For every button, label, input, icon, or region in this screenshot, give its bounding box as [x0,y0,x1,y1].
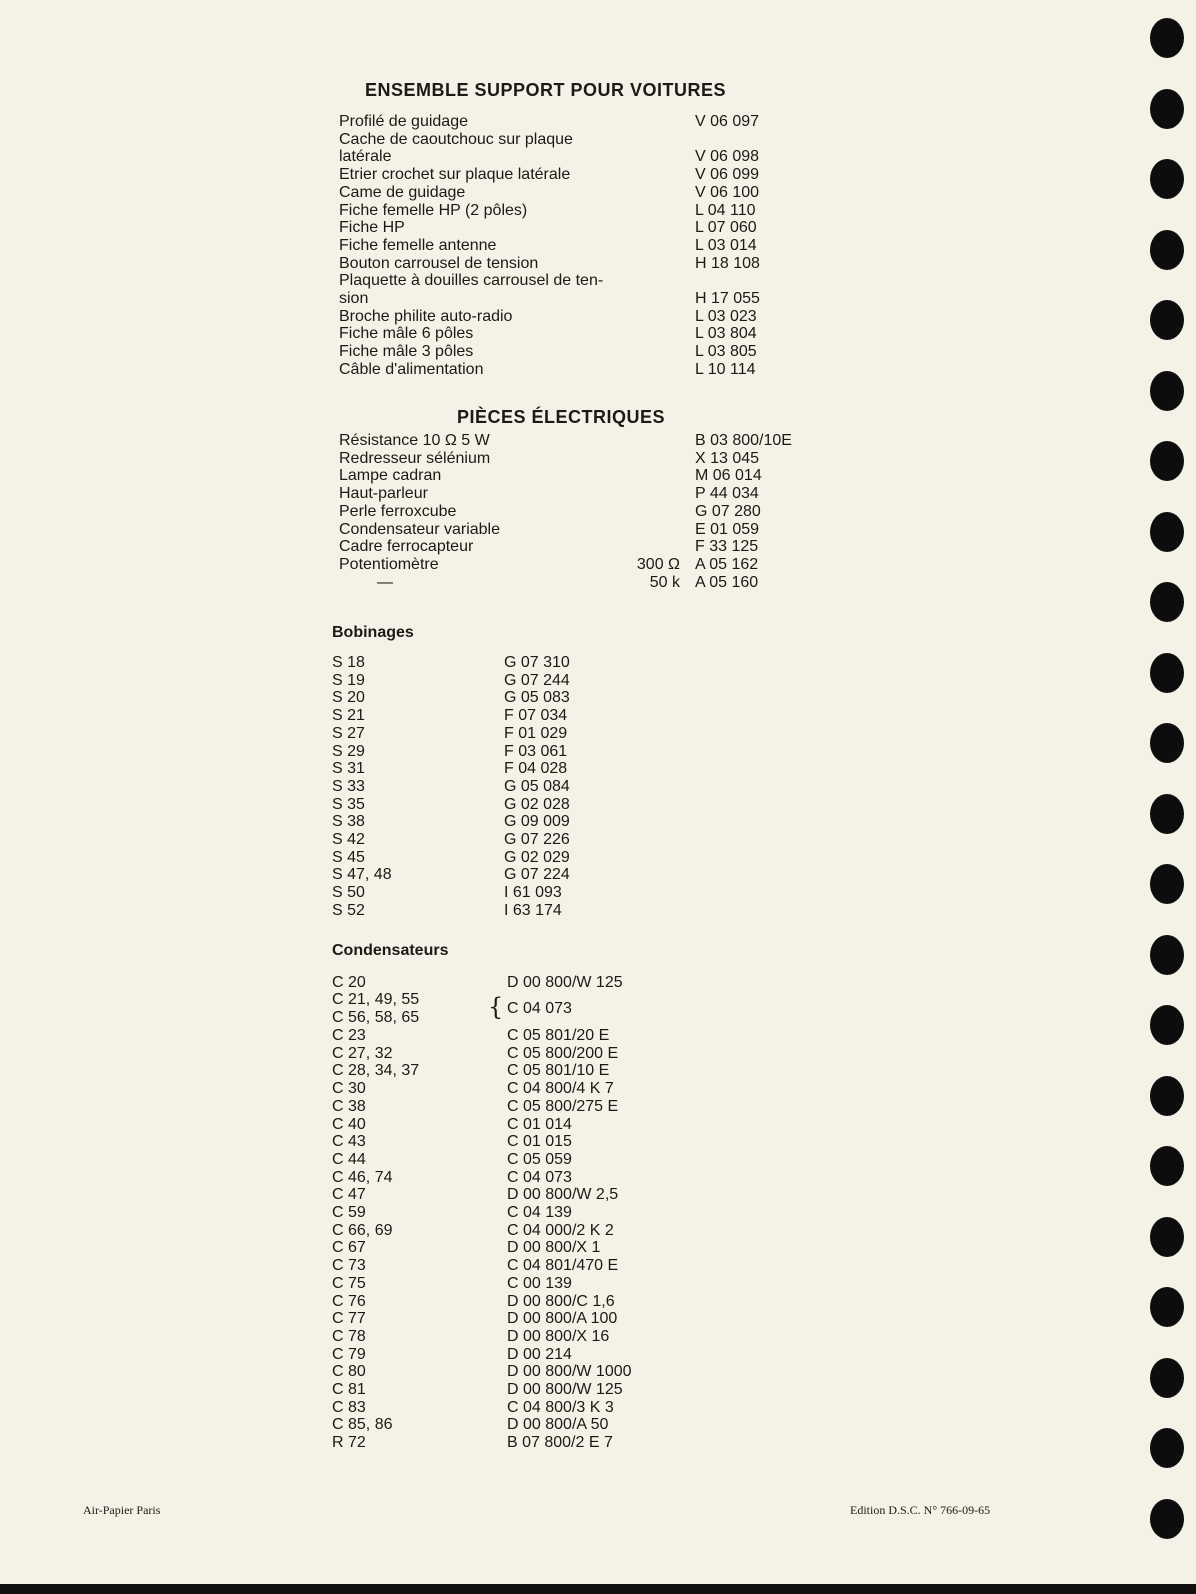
part-code: C 04 000/2 K 2 [507,1221,614,1239]
component-ref: C 28, 34, 37 [332,1062,420,1080]
part-code: L 07 060 [695,219,757,237]
list-item [332,707,632,725]
list-item [332,725,632,743]
binding-hole [1150,935,1184,975]
part-name: Broche philite auto-radio [339,307,513,325]
list-item [332,796,632,814]
part-name: Came de guidage [339,183,466,201]
list-item [332,1363,672,1381]
part-code: D 00 800/C 1,6 [507,1292,615,1310]
part-name: Fiche mâle 3 pôles [339,343,474,361]
part-value: 300 Ω [636,555,680,573]
component-ref: S 33 [332,777,365,795]
part-code: C 04 073 [507,1168,572,1186]
list-item [339,574,809,592]
part-code: L 03 023 [695,307,757,325]
component-ref: C 77 [332,1310,366,1328]
part-code: G 05 083 [504,689,570,707]
list-item [332,1293,672,1311]
part-code: G 07 280 [695,502,761,520]
section-title-support: ENSEMBLE SUPPORT POUR VOITURES [365,80,727,100]
list-item [339,308,779,326]
list-item [332,1169,672,1187]
component-ref: R 72 [332,1434,366,1452]
list-item [339,184,779,202]
component-ref: S 31 [332,760,365,778]
list-item [339,467,809,485]
part-code: F 33 125 [695,538,759,556]
condensateurs-first-row [332,974,672,992]
part-code: G 02 028 [504,795,570,813]
component-ref: S 21 [332,707,365,725]
component-ref: S 29 [332,742,365,760]
list-item [332,866,632,884]
part-code: H 17 055 [695,290,760,308]
part-name: Câble d'alimentation [339,360,484,378]
part-code: C 04 073 [507,1000,572,1017]
component-ref: C 66, 69 [332,1221,393,1239]
list-item [332,1045,672,1063]
list-item [332,1416,672,1434]
part-name: Condensateur variable [339,520,500,538]
component-ref: S 38 [332,813,365,831]
component-ref: C 81 [332,1381,366,1399]
edition-number: Edition D.S.C. N° 766-09-65 [850,1503,991,1517]
part-code: C 05 059 [507,1150,572,1168]
part-code: G 05 084 [504,777,570,795]
component-ref: C 56, 58, 65 [332,1008,420,1026]
list-item [332,974,672,992]
binding-hole [1150,371,1184,411]
component-ref: S 19 [332,671,365,689]
part-name: Lampe cadran [339,467,442,485]
list-item [339,325,779,343]
part-code: L 03 014 [695,236,757,254]
list-item [339,485,809,503]
binding-hole [1150,1146,1184,1186]
bobinages-list [332,654,632,920]
part-code: I 63 174 [504,901,562,919]
part-name: Cache de caoutchouc sur plaque [339,130,573,148]
list-item [332,1346,672,1364]
list-item [332,1222,672,1240]
part-value: 50 k [649,573,680,591]
part-name: Fiche femelle HP (2 pôles) [339,201,528,219]
printer-credit: Air-Papier Paris [83,1503,161,1517]
part-code: V 06 097 [695,113,760,130]
component-ref: S 45 [332,848,365,866]
list-item [339,556,809,574]
list-item [339,237,779,255]
binding-hole [1150,1428,1184,1468]
component-ref: C 78 [332,1327,366,1345]
part-name: sion [339,290,369,308]
list-item [332,1062,672,1080]
part-code: L 03 804 [695,325,757,343]
part-code: D 00 800/W 125 [507,974,623,991]
binding-hole [1150,723,1184,763]
list-item [332,1434,672,1452]
list-item [332,1275,672,1293]
list-item [332,902,632,920]
component-ref: S 47, 48 [332,866,392,884]
binding-hole [1150,300,1184,340]
list-item [332,1204,672,1222]
component-ref: C 83 [332,1398,366,1416]
component-ref: C 76 [332,1292,366,1310]
part-name: Fiche mâle 6 pôles [339,325,474,343]
component-ref: S 27 [332,724,365,742]
part-name: latérale [339,148,392,166]
part-code: X 13 045 [695,449,760,467]
list-item [332,1257,672,1275]
part-code: G 09 009 [504,813,570,831]
part-code: F 01 029 [504,724,568,742]
component-ref: S 50 [332,884,365,902]
binding-holes [1150,0,1188,1594]
part-name: Fiche femelle antenne [339,236,497,254]
component-ref: S 35 [332,795,365,813]
part-code: H 18 108 [695,254,760,272]
list-item [339,219,779,237]
component-ref: C 59 [332,1204,366,1222]
component-ref: C 75 [332,1274,366,1292]
list-item [332,1080,672,1098]
component-ref: C 44 [332,1150,366,1168]
binding-hole [1150,18,1184,58]
part-code: D 00 800/W 1000 [507,1363,632,1381]
part-code: G 07 244 [504,671,570,689]
binding-hole [1150,159,1184,199]
binding-hole [1150,864,1184,904]
part-code: V 06 098 [695,148,760,166]
list-item [332,1186,672,1204]
list-item [339,361,779,379]
component-ref: S 18 [332,654,365,671]
list-item [332,1381,672,1399]
component-ref: C 40 [332,1115,366,1133]
part-code: A 05 160 [695,573,759,591]
binding-hole [1150,89,1184,129]
list-item [339,255,779,273]
part-code: C 04 801/470 E [507,1257,619,1275]
part-code: F 07 034 [504,707,568,725]
list-item [332,1328,672,1346]
list-item [339,113,779,131]
part-code: D 00 800/W 2,5 [507,1186,619,1204]
part-code: G 07 224 [504,866,570,884]
part-code: C 01 014 [507,1115,572,1133]
part-name: Redresseur sélénium [339,449,491,467]
list-item [332,743,632,761]
component-ref: C 47 [332,1186,366,1204]
part-name: Perle ferroxcube [339,502,457,520]
component-ref: C 79 [332,1345,366,1363]
binding-hole [1150,230,1184,270]
list-item [339,166,779,184]
part-code: L 04 110 [695,201,756,219]
list-item [332,654,632,672]
binding-hole [1150,512,1184,552]
binding-hole [1150,653,1184,693]
part-name: Haut-parleur [339,485,428,503]
bobinages-heading: Bobinages [332,624,414,641]
part-code: V 06 100 [695,183,760,201]
part-code: D 00 800/X 16 [507,1327,610,1345]
part-name: Etrier crochet sur plaque latérale [339,166,571,184]
list-item [332,831,632,849]
support-parts-list [339,113,779,379]
list-item [339,290,779,308]
binding-hole [1150,1499,1184,1539]
binding-hole [1150,1076,1184,1116]
list-item [339,131,779,149]
part-code: D 00 800/A 50 [507,1416,609,1434]
list-item [332,1098,672,1116]
binding-hole [1150,582,1184,622]
list-item [332,813,632,831]
part-code: D 00 800/X 1 [507,1239,601,1257]
part-name: Bouton carrousel de tension [339,254,539,272]
component-ref: C 43 [332,1133,366,1151]
electrical-parts-list [339,432,809,591]
part-code: V 06 099 [695,166,760,184]
part-code: C 05 801/20 E [507,1027,610,1044]
part-name: Profilé de guidage [339,113,468,130]
component-ref: C 27, 32 [332,1044,393,1062]
part-name: Fiche HP [339,219,405,237]
section-title-electriques: PIÈCES ÉLECTRIQUES [457,407,666,427]
part-name: Potentiomètre [339,555,439,573]
part-code: D 00 800/A 100 [507,1310,618,1328]
part-code: D 00 214 [507,1345,572,1363]
list-item [339,148,779,166]
part-code: F 03 061 [504,742,568,760]
list-item [339,538,809,556]
list-item [332,778,632,796]
part-code: G 02 029 [504,848,570,866]
part-name: Plaquette à douilles carrousel de ten- [339,272,604,290]
list-item [339,202,779,220]
component-ref: C 46, 74 [332,1168,393,1186]
list-item [332,760,632,778]
binding-hole [1150,1217,1184,1257]
part-code: G 07 310 [504,654,570,671]
component-ref: C 23 [332,1027,366,1044]
list-item [339,272,779,290]
binding-hole [1150,1287,1184,1327]
part-code: M 06 014 [695,467,762,485]
part-name: — [377,573,393,591]
component-ref: C 30 [332,1080,366,1098]
binding-hole [1150,794,1184,834]
list-item [332,1310,672,1328]
part-code: C 05 801/10 E [507,1062,610,1080]
part-code: C 05 800/275 E [507,1097,619,1115]
part-code: G 07 226 [504,831,570,849]
list-item [332,1116,672,1134]
part-code: P 44 034 [695,485,759,503]
list-item [332,884,632,902]
part-code: C 04 139 [507,1204,572,1222]
part-code: L 03 805 [695,343,757,361]
list-item [332,1027,672,1045]
binding-hole [1150,1358,1184,1398]
part-code: C 04 800/3 K 3 [507,1398,614,1416]
condensateurs-heading: Condensateurs [332,942,449,959]
part-name: Cadre ferrocapteur [339,538,474,556]
list-item [339,432,809,450]
component-ref: C 80 [332,1363,366,1381]
part-name: Résistance 10 Ω 5 W [339,432,490,449]
component-ref: S 52 [332,901,365,919]
part-code: B 03 800/10E [695,432,792,449]
list-item [332,689,632,707]
condensateurs-group [332,991,672,1027]
part-code: C 00 139 [507,1274,572,1292]
list-item [339,503,809,521]
component-ref: C 73 [332,1257,366,1275]
list-item [332,672,632,690]
part-code: C 05 800/200 E [507,1044,619,1062]
part-code: B 07 800/2 E 7 [507,1434,613,1452]
brace-icon: { [488,993,504,1021]
component-ref: S 42 [332,831,365,849]
part-code: C 01 015 [507,1133,572,1151]
list-item [332,1151,672,1169]
list-item [339,343,779,361]
binding-hole [1150,1005,1184,1045]
list-item [339,521,809,539]
component-ref: C 20 [332,974,366,991]
component-ref: S 20 [332,689,365,707]
part-code: I 61 093 [504,884,562,902]
part-code: C 04 800/4 K 7 [507,1080,614,1098]
component-ref: C 85, 86 [332,1416,393,1434]
list-item [332,1239,672,1257]
part-code: L 10 114 [695,360,756,378]
scan-edge [0,1584,1196,1594]
part-code: E 01 059 [695,520,760,538]
list-item [332,849,632,867]
component-ref: C 38 [332,1097,366,1115]
part-code: F 04 028 [504,760,568,778]
component-ref: C 67 [332,1239,366,1257]
list-item [332,1399,672,1417]
binding-hole [1150,441,1184,481]
part-code: A 05 162 [695,555,759,573]
list-item [332,1133,672,1151]
list-item [339,450,809,468]
part-code: D 00 800/W 125 [507,1381,623,1399]
condensateurs-list [332,1027,672,1452]
component-ref: C 21, 49, 55 [332,991,420,1008]
